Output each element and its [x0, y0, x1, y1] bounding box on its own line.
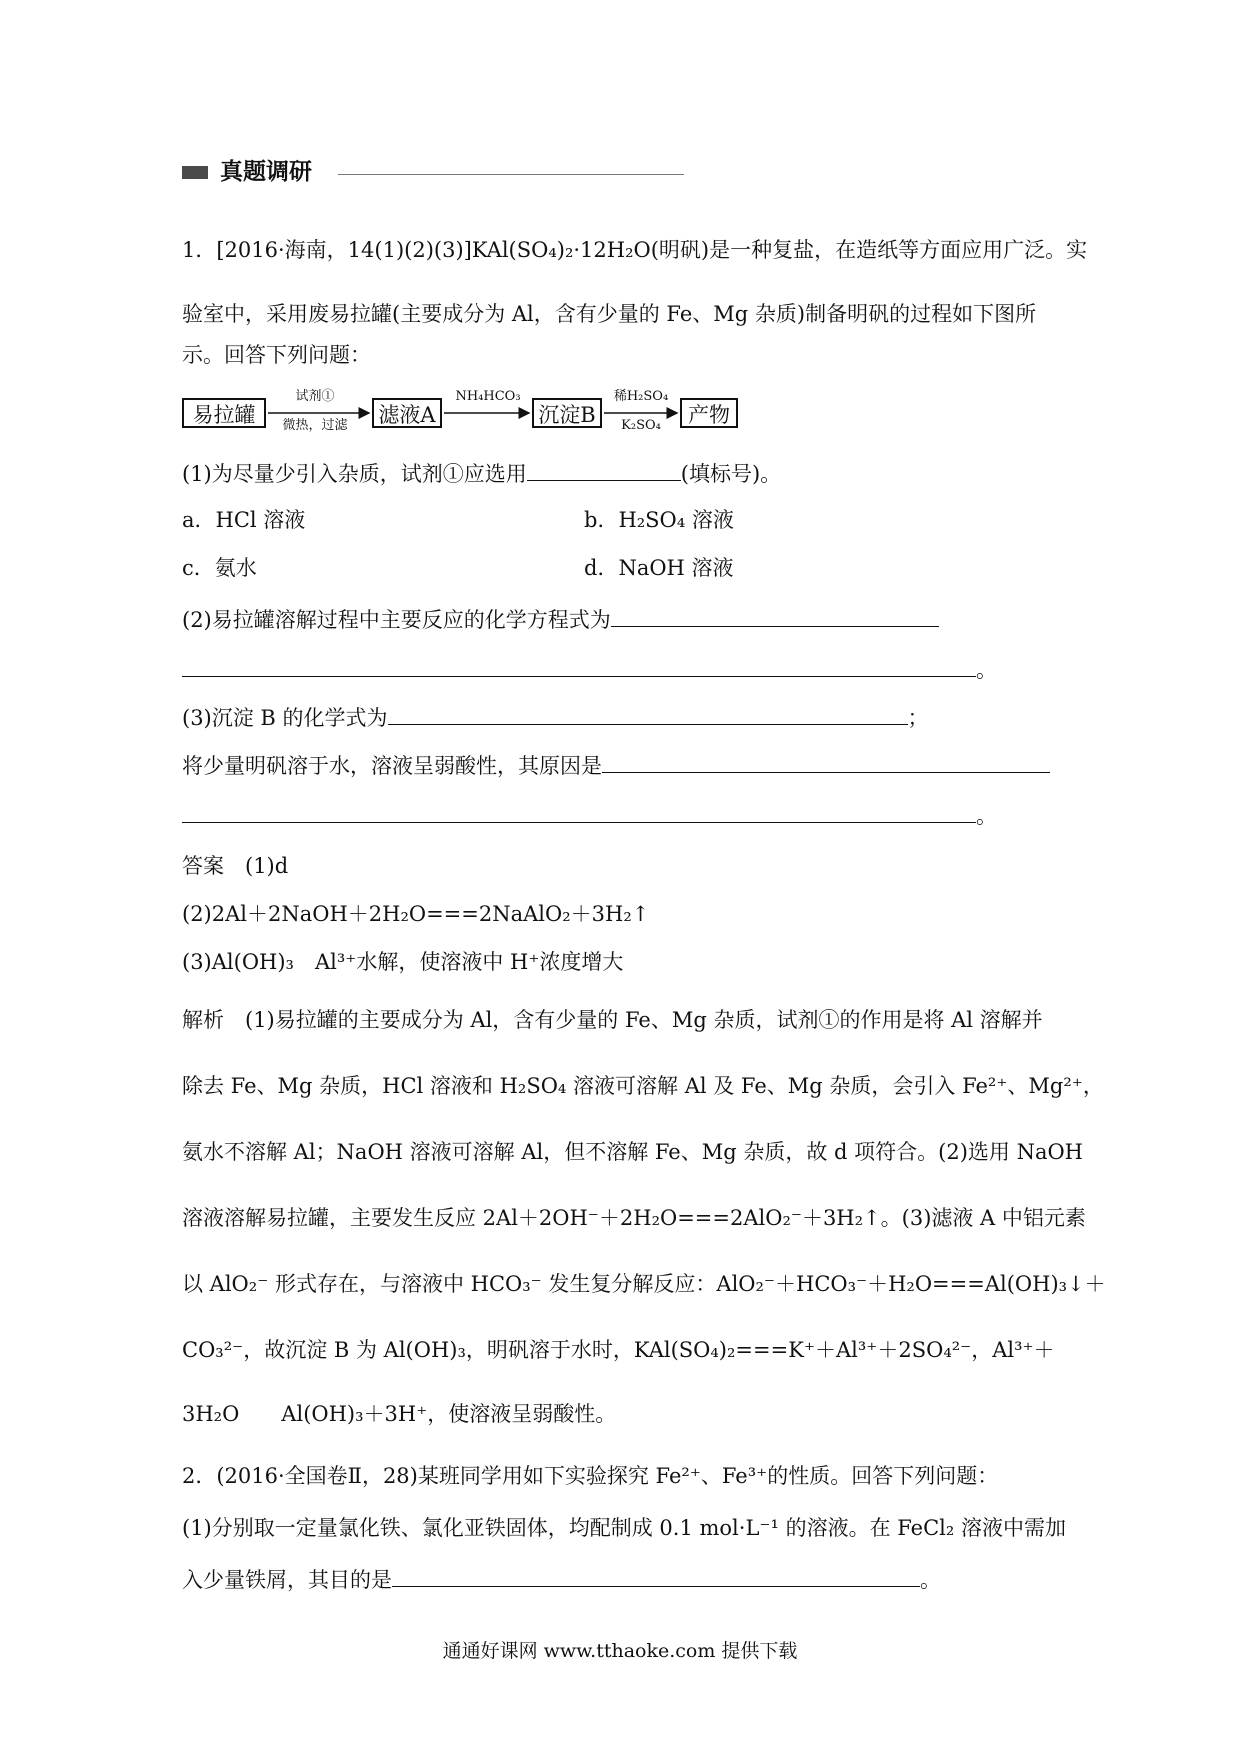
answer-line-2: (2)2Al＋2NaOH＋2H₂O===2NaAlO₂＋3H₂↑ — [182, 902, 650, 926]
q1-option-a: a．HCl 溶液 — [182, 508, 306, 532]
answer-line-1: 答案 (1)d — [182, 854, 289, 878]
q1-sub2-prefix: (2)易拉罐溶解过程中主要反应的化学方程式为 — [182, 608, 611, 632]
q1-sub3-answer-blank[interactable] — [388, 702, 908, 725]
q1-sub1 — [182, 458, 781, 488]
q1-sub1-answer-blank[interactable] — [527, 458, 681, 481]
analysis-line-2: 除去 Fe、Mg 杂质，HCl 溶液和 H₂SO₄ 溶液可溶解 Al 及 Fe、Mg 杂质，会引入 Fe²⁺、Mg²⁺， — [182, 1074, 1104, 1098]
q1-sub3-prefix: (3)沉淀 B 的化学式为 — [182, 706, 388, 730]
q1-sub3b-answer-blank-1[interactable] — [602, 750, 1050, 773]
analysis-line-3: 氨水不溶解 Al；NaOH 溶液可溶解 Al，但不溶解 Fe、Mg 杂质，故 d 项符合。(2)选用 NaOH — [182, 1140, 1083, 1164]
q2-line-3 — [182, 1564, 941, 1594]
flow-box-precipitate-b: 沉淀B — [532, 398, 602, 428]
q2-sub1-answer-blank[interactable] — [392, 1564, 920, 1587]
q1-sub1-suffix: (填标号)。 — [680, 462, 782, 486]
flow-arrow3-bottom-label: K₂SO₄ — [621, 418, 661, 433]
q2-line-3-suffix: 。 — [920, 1568, 941, 1592]
flow-arrow1-top-label: 试剂① — [295, 389, 335, 404]
q1-sub2 — [182, 604, 939, 634]
q1-sub3b-answer-blank-2[interactable] — [182, 800, 976, 823]
footer-credit: 通通好课网 www.tthaoke.com 提供下载 — [442, 1640, 798, 1662]
answer-line-3: (3)Al(OH)₃ Al³⁺水解，使溶液中 H⁺浓度增大 — [182, 950, 624, 974]
analysis-line-1: 解析 (1)易拉罐的主要成分为 Al，含有少量的 Fe、Mg 杂质，试剂①的作用是将 Al 溶解并 — [182, 1008, 1043, 1032]
q2-line-2: (1)分别取一定量氯化铁、氯化亚铁固体，均配制成 0.1 mol·L⁻¹ 的溶液。在 FeCl₂ 溶液中需加 — [182, 1516, 1066, 1540]
q1-sub2-answer-blank-2[interactable] — [182, 654, 976, 677]
q1-sub3b-prefix: 将少量明矾溶于水，溶液呈弱酸性，其原因是 — [182, 754, 602, 778]
analysis-line-6: CO₃²⁻，故沉淀 B 为 Al(OH)₃，明矾溶于水时，KAl(SO₄)₂===K⁺＋Al³⁺＋2SO₄²⁻，Al³⁺＋ — [182, 1338, 1055, 1362]
flow-box-product: 产物 — [680, 398, 738, 428]
q1-option-c: c．氨水 — [182, 556, 257, 580]
q1-line-1: 1．[2016·海南，14(1)(2)(3)]KAl(SO₄)₂·12H₂O(明矾)是一种复盐，在造纸等方面应用广泛。实 — [182, 238, 1088, 262]
flow-box-can: 易拉罐 — [182, 398, 266, 428]
q1-sub3 — [182, 702, 929, 732]
q1-sub2-line2 — [182, 654, 997, 684]
flow-arrow2-top-label: NH₄HCO₃ — [455, 389, 521, 404]
q1-option-b: b．H₂SO₄ 溶液 — [584, 508, 734, 532]
q1-sub2-answer-blank-1[interactable] — [611, 604, 939, 627]
flow-arrows — [0, 0, 1240, 460]
q2-line-3-prefix: 入少量铁屑，其目的是 — [182, 1568, 392, 1592]
flow-box-filtrate-a: 滤液A — [372, 398, 442, 428]
q1-line-2: 验室中，采用废易拉罐(主要成分为 Al，含有少量的 Fe、Mg 杂质)制备明矾的过程如下图所 — [182, 302, 1037, 326]
q1-sub1-prefix: (1)为尽量少引入杂质，试剂①应选用 — [182, 462, 527, 486]
q1-sub3b-line2 — [182, 800, 997, 830]
flow-arrow1-bottom-label: 微热，过滤 — [282, 418, 348, 433]
analysis-line-7: 3H₂O Al(OH)₃＋3H⁺，使溶液呈弱酸性。 — [182, 1402, 617, 1426]
q1-sub3-semicolon: ； — [907, 706, 929, 730]
q1-sub3b — [182, 750, 1050, 780]
flow-arrow3-top-label: 稀H₂SO₄ — [613, 389, 669, 404]
q2-line-1: 2．(2016·全国卷Ⅱ，28)某班同学用如下实验探究 Fe²⁺、Fe³⁺的性质。回答下列问题： — [182, 1464, 999, 1488]
analysis-line-5: 以 AlO₂⁻ 形式存在，与溶液中 HCO₃⁻ 发生复分解反应：AlO₂⁻＋HCO₃⁻＋H₂O===Al(OH)₃↓＋ — [182, 1272, 1106, 1296]
q1-line-3: 示。回答下列问题： — [182, 343, 371, 367]
q1-sub3b-period: 。 — [976, 804, 997, 828]
q1-option-d: d．NaOH 溶液 — [584, 556, 734, 580]
analysis-line-4: 溶液溶解易拉罐，主要发生反应 2Al＋2OH⁻＋2H₂O===2AlO₂⁻＋3H₂↑。(3)滤液 A 中铝元素 — [182, 1206, 1086, 1230]
section-title: 真题调研 — [220, 159, 312, 185]
q1-sub2-period: 。 — [976, 658, 997, 682]
